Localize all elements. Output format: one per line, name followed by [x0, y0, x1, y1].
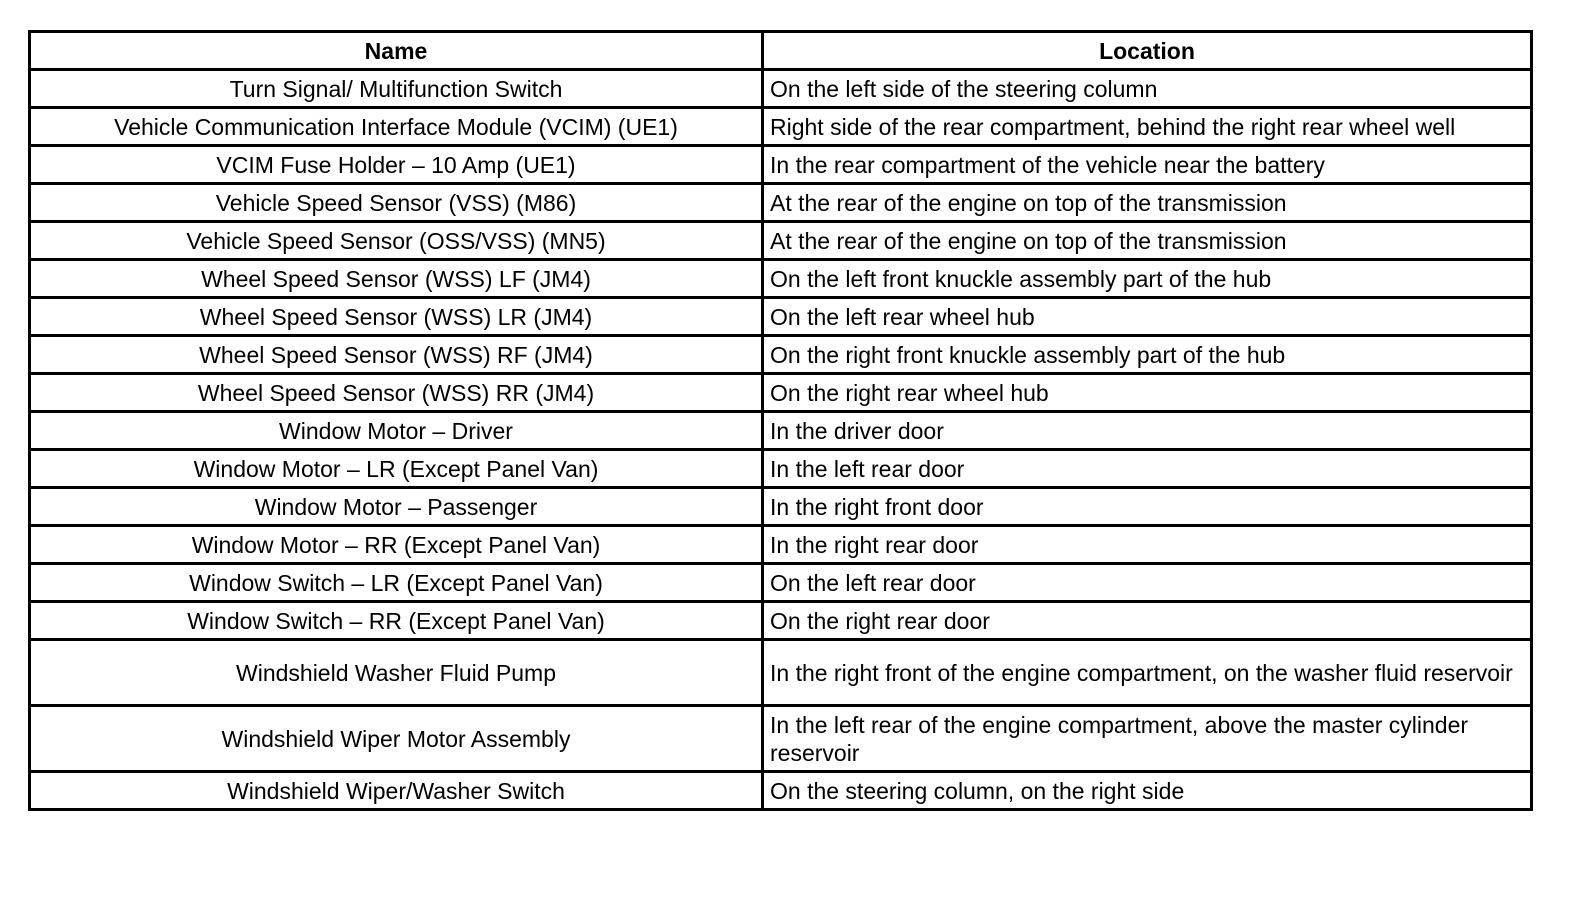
- table-row: [30, 298, 1532, 336]
- component-location-cell: In the left rear of the engine compartment, above the master cylinder reservoir: [763, 706, 1532, 772]
- table-row: [30, 450, 1532, 488]
- component-location-cell: Right side of the rear compartment, behind the right rear wheel well: [763, 108, 1532, 146]
- table-row: [30, 488, 1532, 526]
- component-name-cell: Wheel Speed Sensor (WSS) LR (JM4): [30, 298, 763, 336]
- component-location-table: [28, 30, 1533, 811]
- location-column-header: Location: [763, 32, 1532, 70]
- component-name-cell: Window Motor – LR (Except Panel Van): [30, 450, 763, 488]
- component-location-cell: In the left rear door: [763, 450, 1532, 488]
- component-name-cell: Window Switch – RR (Except Panel Van): [30, 602, 763, 640]
- component-name-cell: Wheel Speed Sensor (WSS) RF (JM4): [30, 336, 763, 374]
- table-row: [30, 222, 1532, 260]
- table-row: [30, 260, 1532, 298]
- component-location-cell: On the steering column, on the right side: [763, 772, 1532, 810]
- component-name-cell: Window Switch – LR (Except Panel Van): [30, 564, 763, 602]
- table-row: [30, 564, 1532, 602]
- component-location-cell: On the right rear wheel hub: [763, 374, 1532, 412]
- table-row: [30, 70, 1532, 108]
- table-row: [30, 640, 1532, 706]
- component-name-cell: Turn Signal/ Multifunction Switch: [30, 70, 763, 108]
- component-name-cell: Windshield Wiper Motor Assembly: [30, 706, 763, 772]
- component-name-cell: Window Motor – RR (Except Panel Van): [30, 526, 763, 564]
- component-location-cell: On the left side of the steering column: [763, 70, 1532, 108]
- component-location-cell: In the driver door: [763, 412, 1532, 450]
- name-column-header: Name: [30, 32, 763, 70]
- component-name-cell: Windshield Washer Fluid Pump: [30, 640, 763, 706]
- component-name-cell: Vehicle Speed Sensor (VSS) (M86): [30, 184, 763, 222]
- table-row: [30, 184, 1532, 222]
- component-name-cell: Wheel Speed Sensor (WSS) RR (JM4): [30, 374, 763, 412]
- component-location-cell: In the right rear door: [763, 526, 1532, 564]
- component-name-cell: Wheel Speed Sensor (WSS) LF (JM4): [30, 260, 763, 298]
- component-location-cell: On the right rear door: [763, 602, 1532, 640]
- component-location-cell: At the rear of the engine on top of the transmission: [763, 222, 1532, 260]
- table-row: [30, 602, 1532, 640]
- component-location-cell: In the rear compartment of the vehicle near the battery: [763, 146, 1532, 184]
- table-row: [30, 374, 1532, 412]
- component-location-cell: On the left rear wheel hub: [763, 298, 1532, 336]
- table-header-row: [30, 32, 1532, 70]
- component-name-cell: Window Motor – Passenger: [30, 488, 763, 526]
- component-location-cell: On the left rear door: [763, 564, 1532, 602]
- table-row: [30, 526, 1532, 564]
- table-row: [30, 108, 1532, 146]
- component-name-cell: Window Motor – Driver: [30, 412, 763, 450]
- component-location-cell: In the right front of the engine compartment, on the washer fluid reservoir: [763, 640, 1532, 706]
- component-location-table-container: [28, 30, 1530, 811]
- component-name-cell: Vehicle Speed Sensor (OSS/VSS) (MN5): [30, 222, 763, 260]
- table-row: [30, 706, 1532, 772]
- table-row: [30, 336, 1532, 374]
- table-row: [30, 146, 1532, 184]
- component-name-cell: VCIM Fuse Holder – 10 Amp (UE1): [30, 146, 763, 184]
- table-row: [30, 412, 1532, 450]
- table-row: [30, 772, 1532, 810]
- component-location-cell: On the left front knuckle assembly part of the hub: [763, 260, 1532, 298]
- component-location-cell: At the rear of the engine on top of the transmission: [763, 184, 1532, 222]
- component-location-cell: In the right front door: [763, 488, 1532, 526]
- component-name-cell: Vehicle Communication Interface Module (VCIM) (UE1): [30, 108, 763, 146]
- component-location-cell: On the right front knuckle assembly part of the hub: [763, 336, 1532, 374]
- component-name-cell: Windshield Wiper/Washer Switch: [30, 772, 763, 810]
